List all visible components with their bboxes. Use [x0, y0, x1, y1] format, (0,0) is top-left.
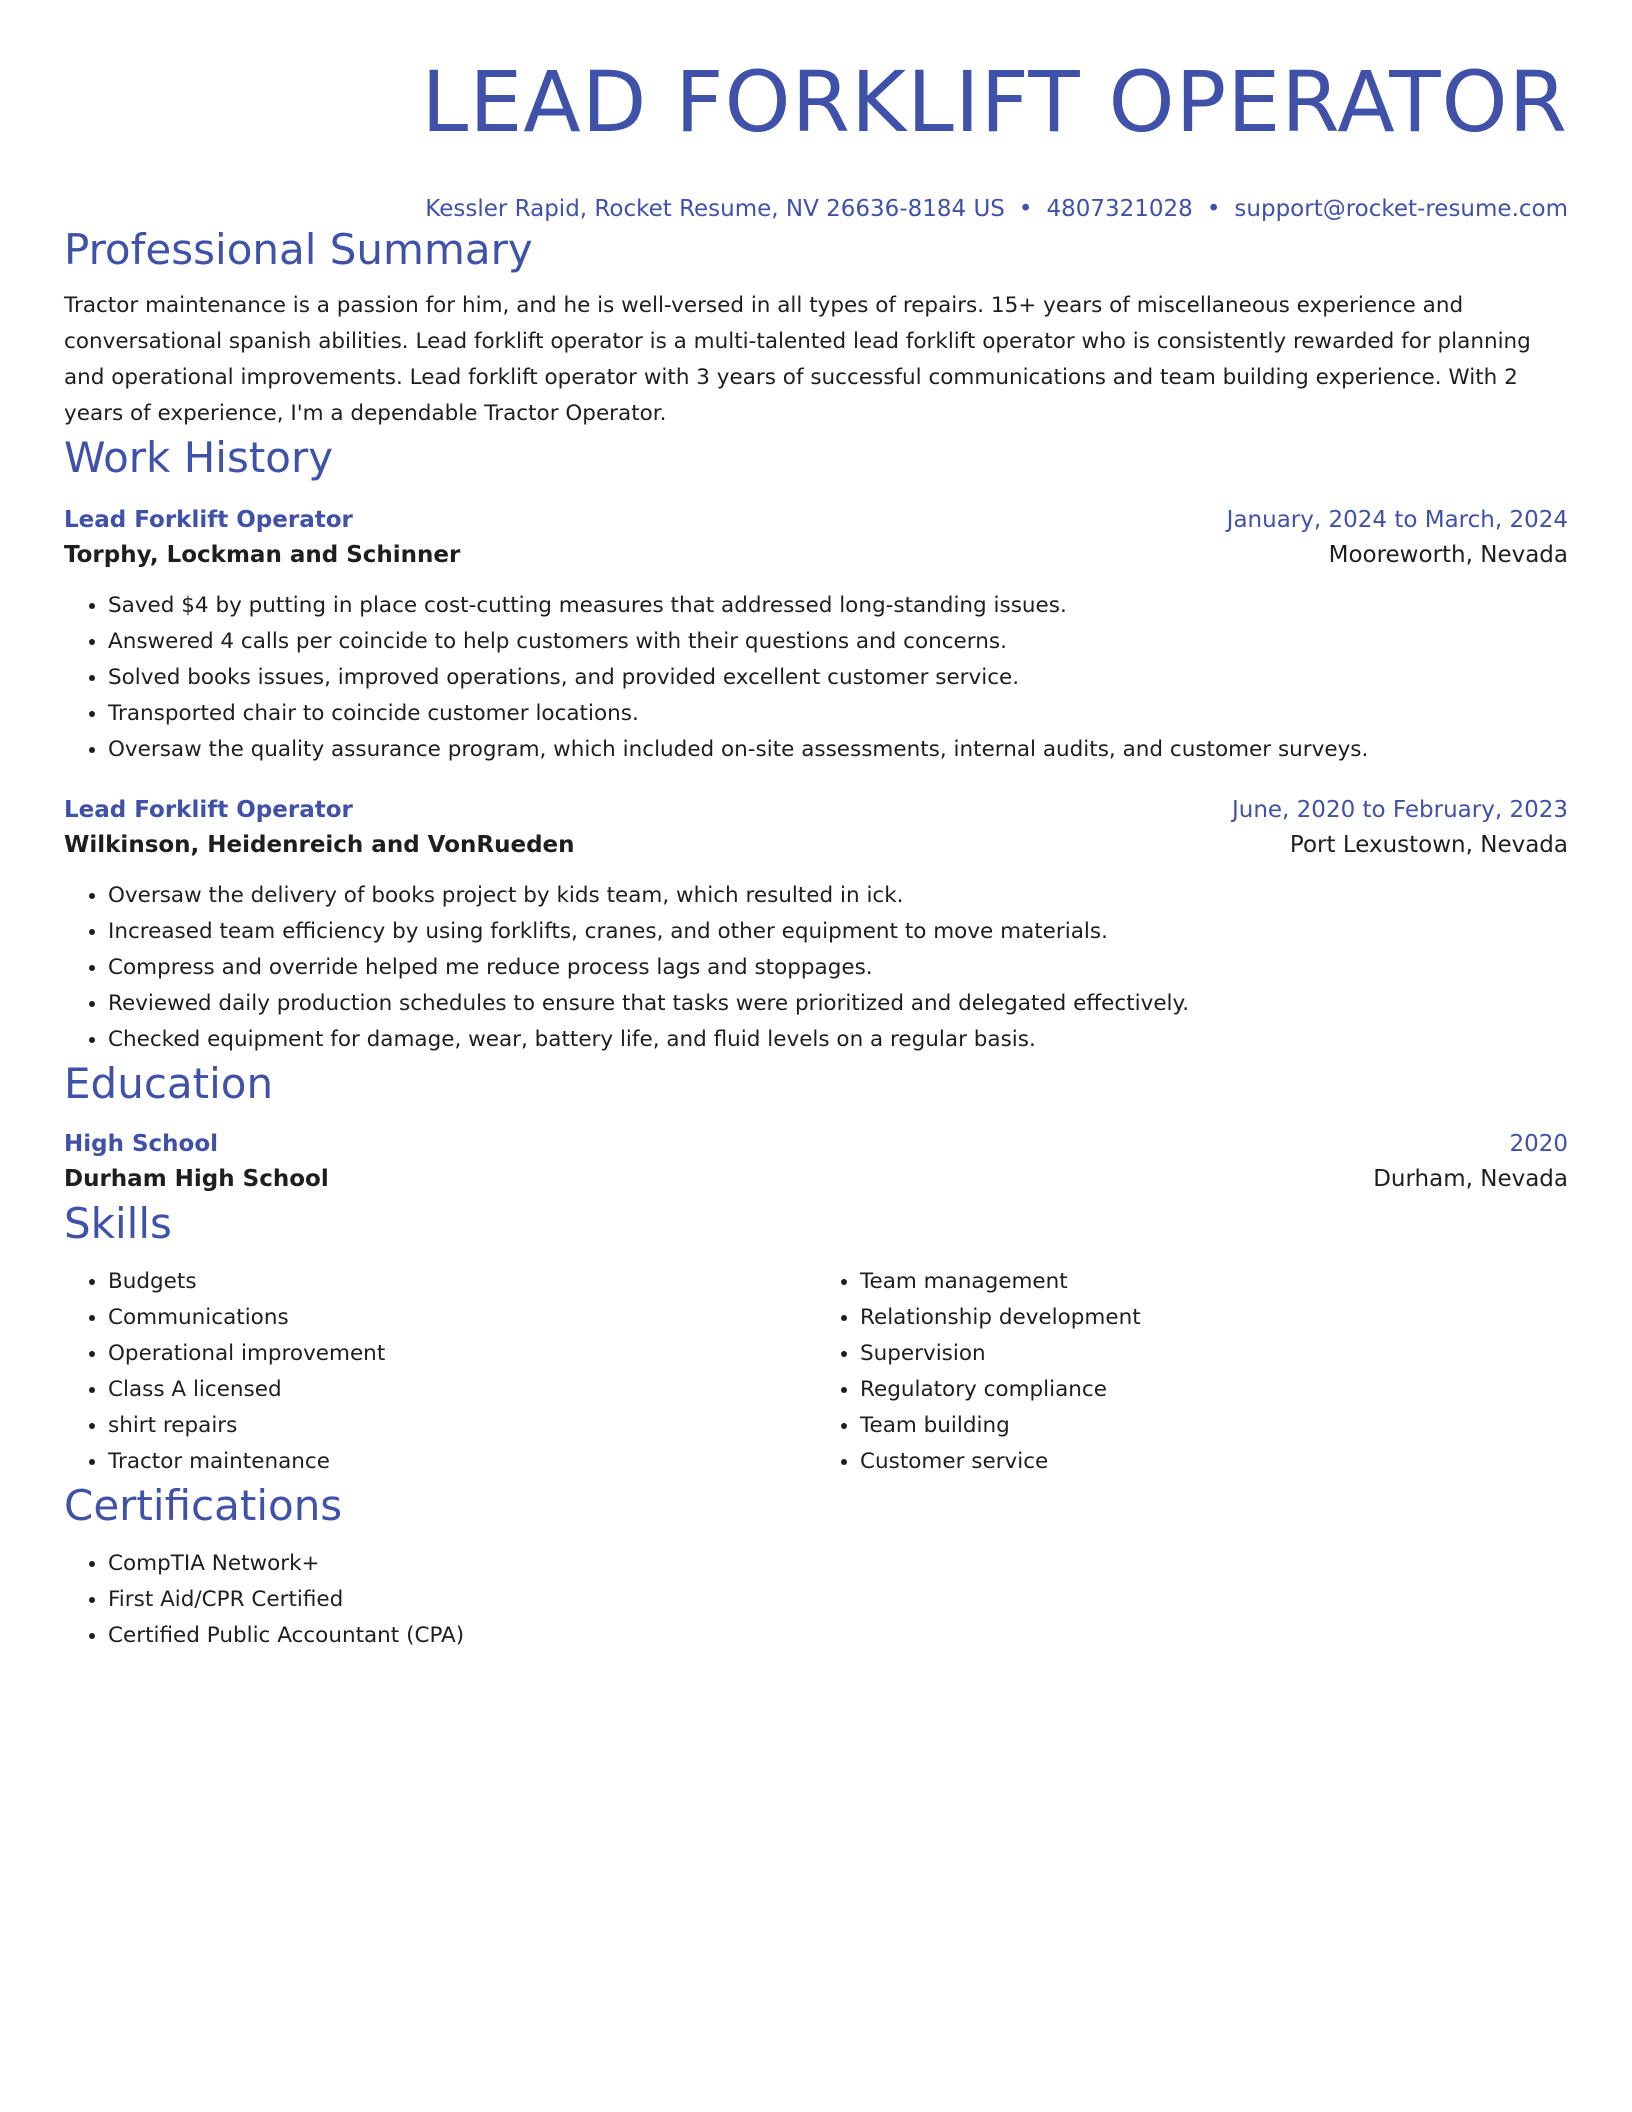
- skill-item: • Operational improvement: [108, 1336, 816, 1372]
- certifications-list: [64, 1546, 1568, 1654]
- email-link[interactable]: support@rocket-resume.com: [1234, 196, 1568, 222]
- graduation-year: 2020: [1509, 1131, 1568, 1157]
- job-bullets: [64, 878, 1568, 1058]
- phone: 4807321028: [1046, 196, 1193, 222]
- degree: High School: [64, 1131, 219, 1157]
- list-item: • Oversaw the delivery of books project by kids team, which resulted in ick.: [108, 878, 1568, 914]
- skill-item: • Class A licensed: [108, 1372, 816, 1408]
- certification-item: • First Aid/CPR Certified: [108, 1582, 1568, 1618]
- list-item: • Answered 4 calls per coincide to help customers with their questions and concerns.: [108, 624, 1568, 660]
- job-title: Lead Forklift Operator: [64, 507, 353, 533]
- resume-title: LEAD FORKLIFT OPERATOR: [421, 53, 1568, 151]
- job-title: Lead Forklift Operator: [64, 797, 353, 823]
- job-bullets: [64, 588, 1568, 768]
- company-name: Wilkinson, Heidenreich and VonRueden: [64, 832, 575, 858]
- skill-item: • Tractor maintenance: [108, 1444, 816, 1480]
- list-item: • Reviewed daily production schedules to ensure that tasks were prioritized and delegated effectively.: [108, 986, 1568, 1022]
- contact-line: [64, 194, 1568, 224]
- job-entry: [64, 794, 1568, 1058]
- school-location: Durham, Nevada: [1373, 1166, 1568, 1192]
- list-item: • Saved $4 by putting in place cost-cutting measures that addressed long-standing issues.: [108, 588, 1568, 624]
- skill-item: • Relationship development: [860, 1300, 1568, 1336]
- skill-item: • Team management: [860, 1264, 1568, 1300]
- skills-list-left: [64, 1264, 816, 1480]
- certification-item: • Certified Public Accountant (CPA): [108, 1618, 1568, 1654]
- section-title-summary: Professional Summary: [64, 225, 533, 274]
- list-item: • Transported chair to coincide customer locations.: [108, 696, 1568, 732]
- school-name: Durham High School: [64, 1166, 329, 1192]
- section-title-work-history: Work History: [64, 433, 334, 482]
- list-item: • Solved books issues, improved operations, and provided excellent customer service.: [108, 660, 1568, 696]
- list-item: • Oversaw the quality assurance program, which included on-site assessments, internal audits, and customer surveys.: [108, 732, 1568, 768]
- section-title-education: Education: [64, 1059, 274, 1108]
- education-entry: [64, 1128, 1568, 1198]
- skill-item: • Supervision: [860, 1336, 1568, 1372]
- job-entry: [64, 504, 1568, 768]
- list-item: • Checked equipment for damage, wear, battery life, and fluid levels on a regular basis.: [108, 1022, 1568, 1058]
- company-name: Torphy, Lockman and Schinner: [64, 542, 461, 568]
- job-dates: June, 2020 to February, 2023: [1231, 797, 1568, 823]
- certification-item: • CompTIA Network+: [108, 1546, 1568, 1582]
- separator-dot: •: [1018, 196, 1033, 222]
- job-location: Port Lexustown, Nevada: [1289, 832, 1568, 858]
- address: Kessler Rapid, Rocket Resume, NV 26636-8184 US: [425, 196, 1005, 222]
- skills-columns: [64, 1264, 1568, 1480]
- skill-item: • Budgets: [108, 1264, 816, 1300]
- skill-item: • Team building: [860, 1408, 1568, 1444]
- skills-list-right: [816, 1264, 1568, 1480]
- section-title-skills: Skills: [64, 1199, 172, 1248]
- skill-item: • Communications: [108, 1300, 816, 1336]
- list-item: • Compress and override helped me reduce process lags and stoppages.: [108, 950, 1568, 986]
- summary-text: Tractor maintenance is a passion for him, and he is well-versed in all types of repairs. 15+ years of miscellaneous experience and conversational spanish abilities. Lead forklift operator is a multi-talented lead forklift operator who is consistently rewarded for planning and operational improvements. Lead forklift operator with 3 years of successful communications and team building experience. With 2 years of experience, I'm a dependable Tractor Operator.: [64, 293, 1531, 426]
- job-dates: January, 2024 to March, 2024: [1226, 507, 1568, 533]
- skill-item: • Customer service: [860, 1444, 1568, 1480]
- skill-item: • Regulatory compliance: [860, 1372, 1568, 1408]
- section-title-certifications: Certifications: [64, 1481, 343, 1530]
- skill-item: • shirt repairs: [108, 1408, 816, 1444]
- separator-dot: •: [1206, 196, 1221, 222]
- list-item: • Increased team efficiency by using forklifts, cranes, and other equipment to move materials.: [108, 914, 1568, 950]
- job-location: Mooreworth, Nevada: [1328, 542, 1568, 568]
